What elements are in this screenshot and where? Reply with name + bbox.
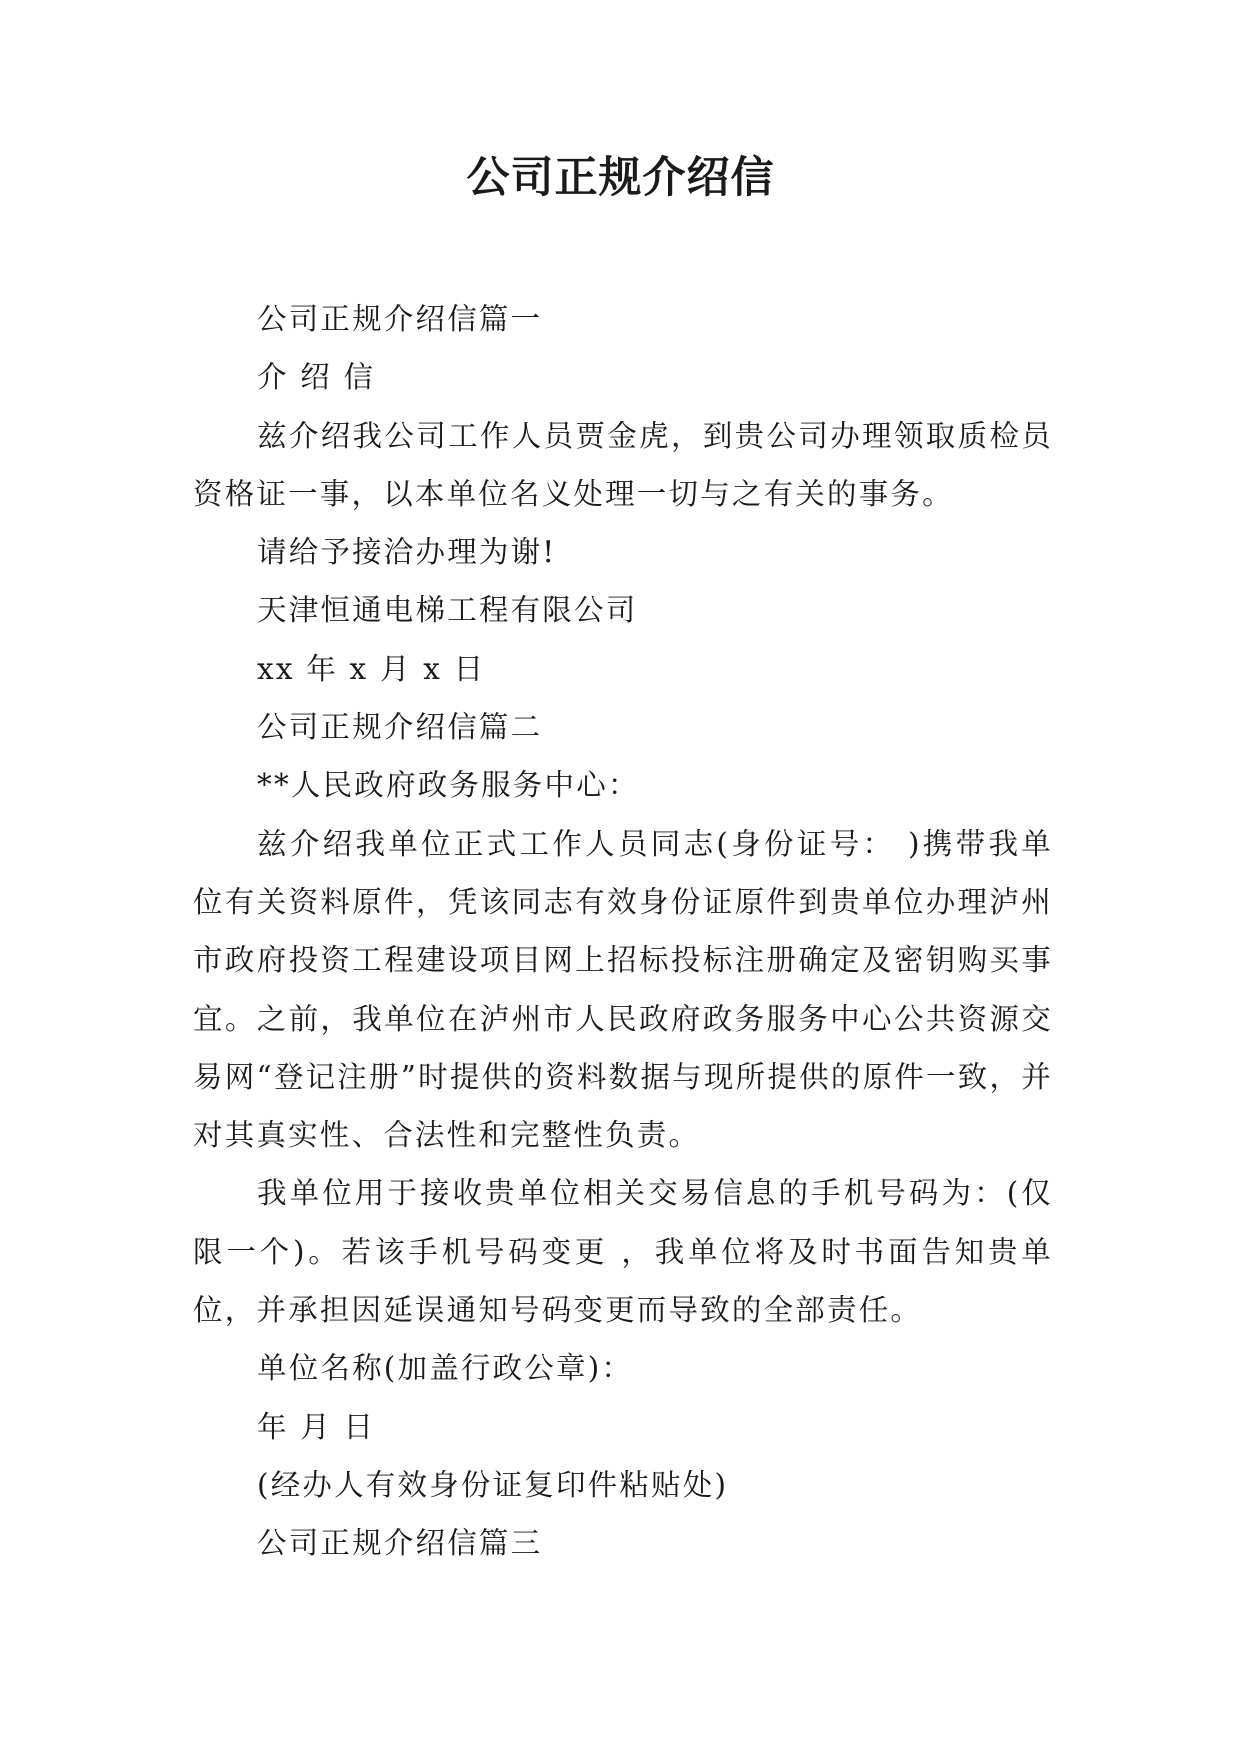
letter-heading: 介 绍 信 <box>257 360 376 395</box>
section-heading-2: 公司正规介绍信篇二 <box>257 710 543 745</box>
paragraph-introduction-2: 兹介绍我单位正式工作人员同志(身份证号： )携带我单位有关资料原件，凭该同志有效身份证原件到贵单位办理泸州市政府投资工程建设项目网上招标投标注册确定及密钥购买事宜。之前，我单位在泸州市人民政府政务服务中心公共资源交易网“登记注册”时提供的资料数据与现所提供的原件一致，并对其真实性、合法性和完整性负责。 <box>193 826 1053 1153</box>
unit-name-line: 单位名称(加盖行政公章)： <box>257 1351 634 1386</box>
recipient-line: **人民政府政务服务中心： <box>257 768 640 803</box>
id-copy-note: (经办人有效身份证复印件粘贴处) <box>257 1467 729 1502</box>
company-signature: 天津恒通电梯工程有限公司 <box>257 593 638 628</box>
date-line-1: xx 年 x 月 x 日 <box>257 651 486 686</box>
paragraph-phone-number: 我单位用于接收贵单位相关交易信息的手机号码为：(仅限一个)。若该手机号码变更 ，我单位将及时书面告知贵单位，并承担因延误通知号码变更而导致的全部责任。 <box>193 1176 1053 1328</box>
date-line-2: 年 月 日 <box>257 1409 376 1444</box>
document-title: 公司正规介绍信 <box>466 153 775 203</box>
paragraph-thanks: 请给予接洽办理为谢! <box>257 535 557 570</box>
section-heading-1: 公司正规介绍信篇一 <box>257 302 543 336</box>
section-heading-3: 公司正规介绍信篇三 <box>257 1526 543 1561</box>
paragraph-introduction-1: 兹介绍我公司工作人员贾金虎，到贵公司办理领取质检员资格证一事，以本单位名义处理一切与之有关的事务。 <box>193 418 1053 511</box>
document-body <box>193 290 1053 1573</box>
